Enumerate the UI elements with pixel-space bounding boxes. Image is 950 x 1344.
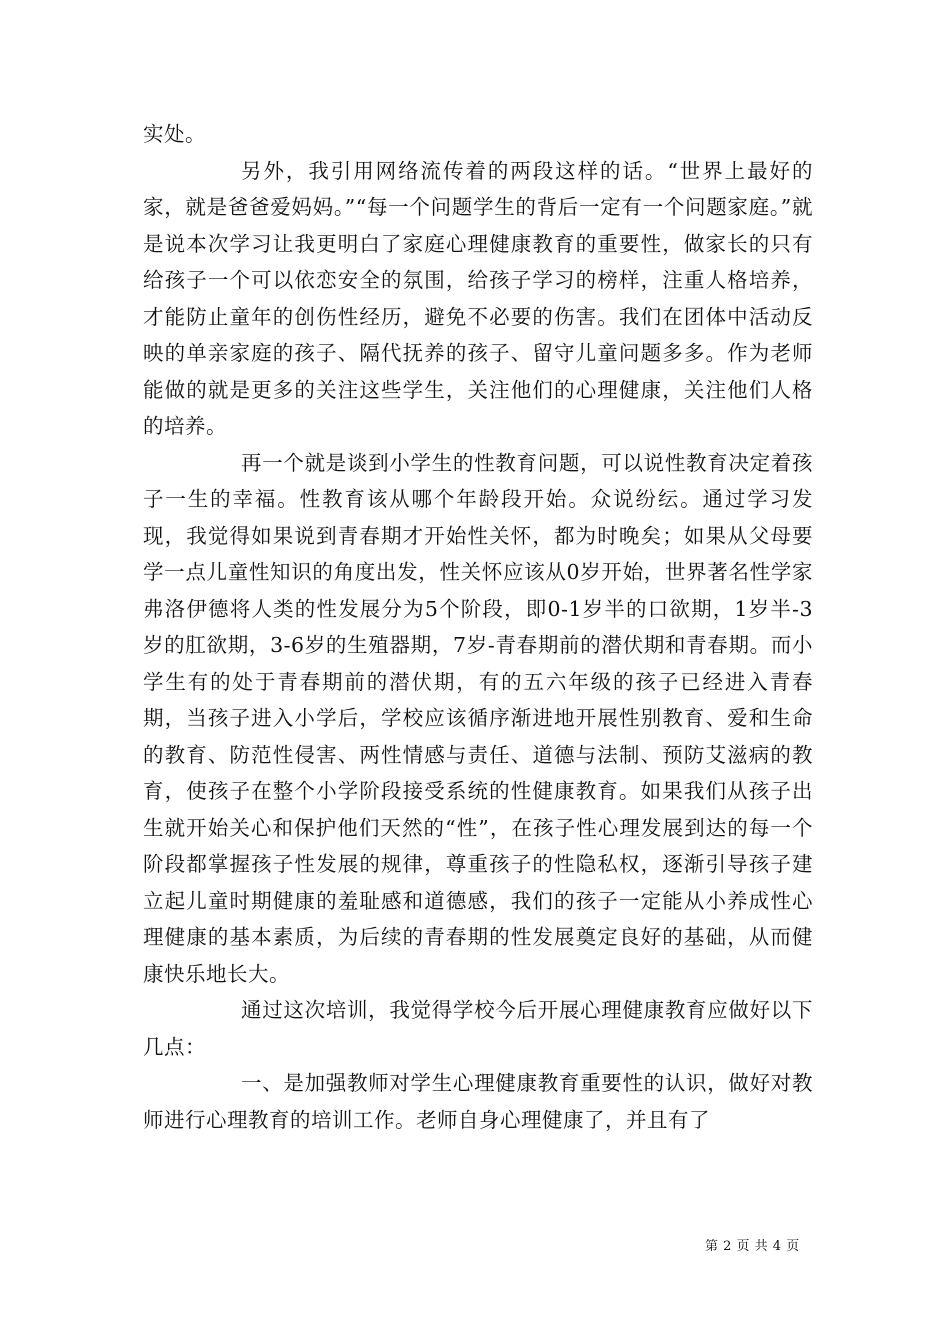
paragraph-training-intro: 通过这次培训，我觉得学校今后开展心理健康教育应做好以下几点： xyxy=(143,998,813,1059)
document-body xyxy=(143,116,813,1138)
page-number-footer: 第 2 页 共 4 页 xyxy=(705,1239,800,1254)
paragraph-point-one: 一、是加强教师对学生心理健康教育重要性的认识，做好对教师进行心理教育的培训工作。老师自身心理健康了，并且有了 xyxy=(143,1071,813,1132)
paragraph-continuation: 实处。 xyxy=(143,122,206,146)
paragraph-family-education: 另外，我引用网络流传着的两段这样的话。“世界上最好的家，就是爸爸爱妈妈。”“每一个问题学生的背后一定有一个问题家庭。”就是说本次学习让我更明白了家庭心理健康教育的重要性，做家长的只有给孩子一个可以依恋安全的氛围，给孩子学习的榜样，注重人格培养，才能防止童年的创伤性经历，避免不必要的伤害。我们在团体中活动反映的单亲家庭的孩子、隔代抚养的孩子、留守儿童问题多多。作为老师能做的就是更多的关注这些学生，关注他们的心理健康，关注他们人格的培养。 xyxy=(143,158,813,438)
paragraph-sex-education: 再一个就是谈到小学生的性教育问题，可以说性教育决定着孩子一生的幸福。性教育该从哪个年龄段开始。众说纷纭。通过学习发现，我觉得如果说到青春期才开始性关怀，都为时晚矣；如果从父母要学一点儿童性知识的角度出发，性关怀应该从0岁开始，世界著名性学家弗洛伊德将人类的性发展分为5个阶段，即0-1岁半的口欲期，1岁半-3岁的肛欲期，3-6岁的生殖器期，7岁-青春期前的潜伏期和青春期。而小学生有的处于青春期前的潜伏期，有的五六年级的孩子已经进入青春期，当孩子进入小学后，学校应该循序渐进地开展性别教育、爱和生命的教育、防范性侵害、两性情感与责任、道德与法制、预防艾滋病的教育，使孩子在整个小学阶段接受系统的性健康教育。如果我们从孩子出生就开始关心和保护他们天然的“性”，在孩子性心理发展到达的每一个阶段都掌握孩子性发展的规律，尊重孩子的性隐私权，逐渐引导孩子建立起儿童时期健康的羞耻感和道德感，我们的孩子一定能从小养成性心理健康的基本素质，为后续的青春期的性发展奠定良好的基础，从而健康快乐地长大。 xyxy=(143,450,813,986)
